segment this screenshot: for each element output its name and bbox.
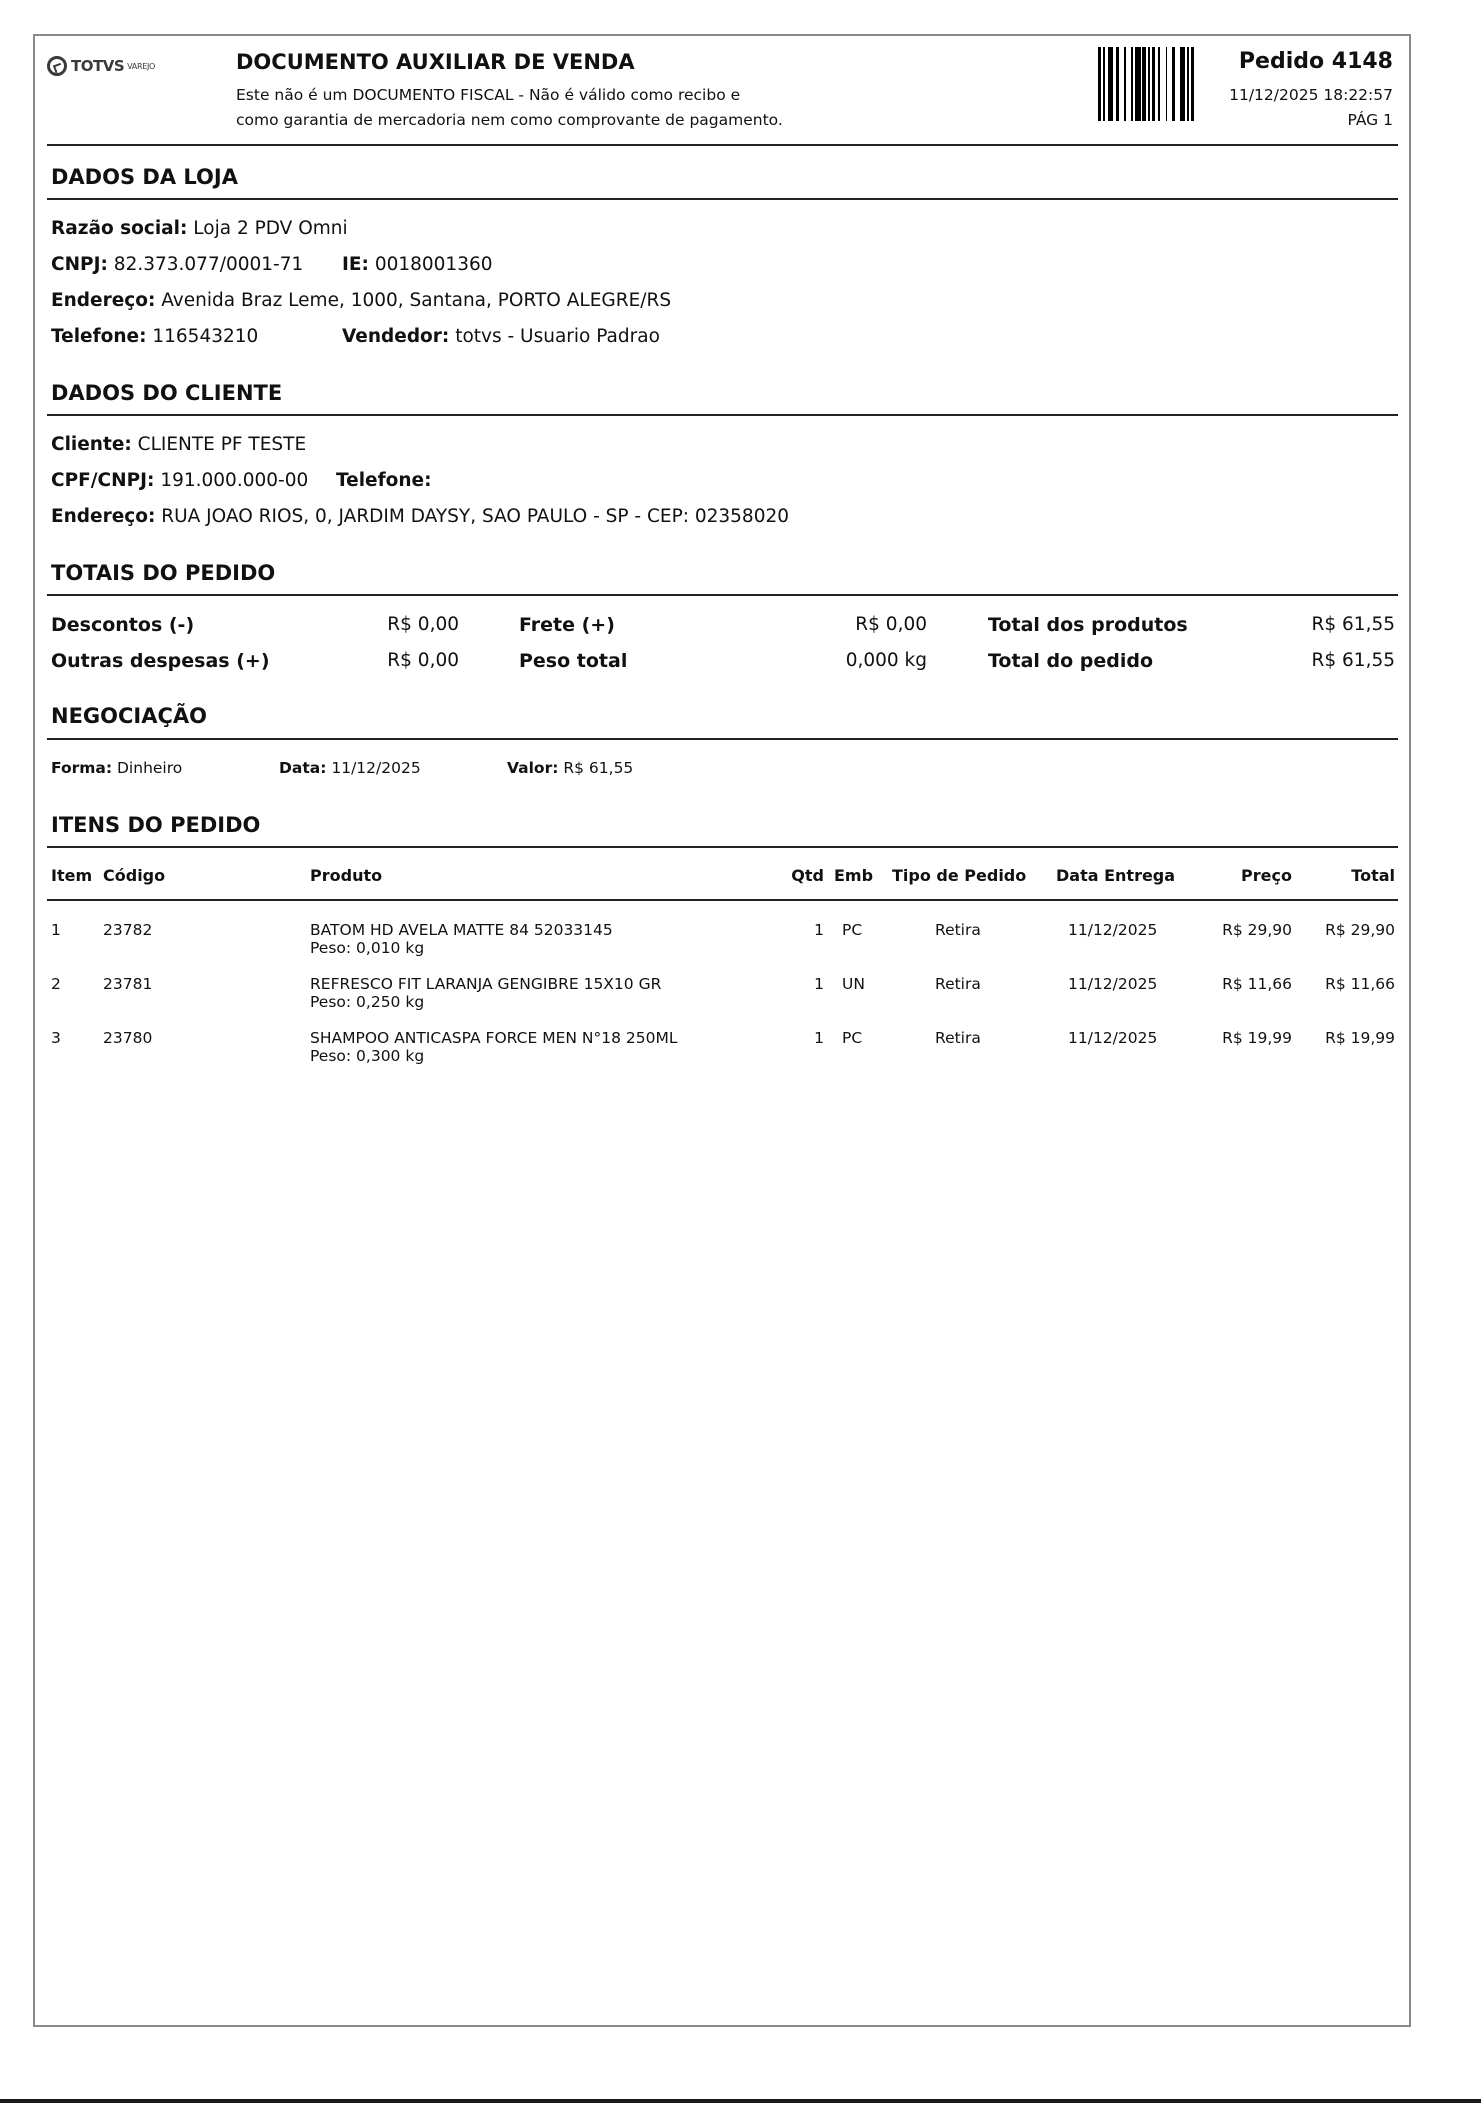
col-item: Item	[51, 866, 93, 885]
cnpj-label: CNPJ:	[51, 254, 108, 275]
store-phone-label: Telefone:	[51, 326, 147, 347]
cell-item: 2	[51, 975, 61, 993]
total-weight-value: 0,000 kg	[845, 650, 927, 671]
customer-phone-label: Telefone:	[336, 470, 432, 491]
store-phone-value: 116543210	[152, 326, 259, 347]
cell-delivery-date: 11/12/2025	[1068, 1029, 1158, 1047]
order-total-value: R$ 61,55	[1311, 650, 1395, 671]
other-expenses-value: R$ 0,00	[387, 650, 459, 671]
customer-document	[51, 470, 308, 491]
cell-weight: Peso: 0,250 kg	[310, 993, 425, 1011]
logo-text: TOTVS	[71, 57, 125, 75]
cell-order-type: Retira	[935, 921, 981, 939]
store-razao-social	[51, 218, 348, 239]
cell-code: 23782	[103, 921, 153, 939]
section-title-items: ITENS DO PEDIDO	[51, 813, 261, 837]
client-label: Cliente:	[51, 434, 132, 455]
col-product: Produto	[310, 866, 383, 885]
customer-address-value: RUA JOAO RIOS, 0, JARDIM DAYSY, SAO PAULO - SP - CEP: 02358020	[161, 506, 790, 527]
section-divider	[47, 414, 1398, 416]
cell-order-type: Retira	[935, 975, 981, 993]
header-divider	[47, 144, 1398, 146]
col-code: Código	[103, 866, 166, 885]
payment-date-value: 11/12/2025	[331, 759, 421, 777]
ie-label: IE:	[342, 254, 369, 275]
other-expenses-label: Outras despesas (+)	[51, 650, 270, 672]
payment-amount-value: R$ 61,55	[563, 759, 634, 777]
total-weight-label: Peso total	[519, 650, 628, 672]
order-datetime: 11/12/2025 18:22:57	[1229, 86, 1393, 104]
payment-amount-label: Valor:	[507, 759, 559, 777]
cell-unit: UN	[842, 975, 865, 993]
section-divider	[47, 738, 1398, 740]
section-title-customer: DADOS DO CLIENTE	[51, 381, 283, 405]
cell-delivery-date: 11/12/2025	[1068, 921, 1158, 939]
cell-order-type: Retira	[935, 1029, 981, 1047]
payment-amount	[507, 759, 633, 777]
totvs-logo-icon	[47, 56, 67, 76]
order-number: Pedido 4148	[1238, 49, 1393, 74]
cell-unit: PC	[842, 1029, 863, 1047]
col-price: Preço	[1241, 866, 1292, 885]
col-qty: Qtd	[791, 866, 824, 885]
payment-method	[51, 759, 182, 777]
section-title-totals: TOTAIS DO PEDIDO	[51, 561, 276, 585]
cell-item: 3	[51, 1029, 61, 1047]
razao-value: Loja 2 PDV Omni	[193, 218, 348, 239]
customer-name	[51, 434, 306, 455]
store-address-label: Endereço:	[51, 290, 156, 311]
seller-label: Vendedor:	[342, 326, 450, 347]
store-address	[51, 290, 671, 311]
seller-value: totvs - Usuario Padrao	[455, 326, 660, 347]
cell-code: 23780	[103, 1029, 153, 1047]
cell-total: R$ 11,66	[1325, 975, 1395, 993]
cell-delivery-date: 11/12/2025	[1068, 975, 1158, 993]
discounts-value: R$ 0,00	[387, 614, 459, 635]
cell-total: R$ 19,99	[1325, 1029, 1395, 1047]
payment-method-label: Forma:	[51, 759, 113, 777]
section-title-store: DADOS DA LOJA	[51, 165, 238, 189]
cell-qty: 1	[814, 975, 824, 993]
document-title: DOCUMENTO AUXILIAR DE VENDA	[236, 50, 635, 74]
cell-weight: Peso: 0,300 kg	[310, 1047, 425, 1065]
section-divider	[47, 594, 1398, 596]
disclaimer-line-2: como garantia de mercadoria nem como comprovante de pagamento.	[236, 111, 783, 129]
cnpj-value: 82.373.077/0001-71	[113, 254, 304, 275]
store-cnpj	[51, 254, 303, 275]
section-divider	[47, 846, 1398, 848]
barcode	[1098, 47, 1204, 121]
customer-address	[51, 506, 789, 527]
cell-weight: Peso: 0,010 kg	[310, 939, 425, 957]
totvs-logo	[47, 56, 155, 76]
cpf-cnpj-label: CPF/CNPJ:	[51, 470, 155, 491]
col-delivery-date: Data Entrega	[1056, 866, 1176, 885]
store-ie	[342, 254, 493, 275]
cpf-cnpj-value: 191.000.000-00	[160, 470, 309, 491]
section-title-negotiation: NEGOCIAÇÃO	[51, 704, 208, 728]
cell-qty: 1	[814, 921, 824, 939]
cell-price: R$ 11,66	[1222, 975, 1292, 993]
razao-label: Razão social:	[51, 218, 188, 239]
products-total-value: R$ 61,55	[1311, 614, 1395, 635]
payment-date	[279, 759, 421, 777]
ie-value: 0018001360	[374, 254, 493, 275]
customer-address-label: Endereço:	[51, 506, 156, 527]
page-number: PÁG 1	[1347, 111, 1393, 129]
cell-unit: PC	[842, 921, 863, 939]
cell-code: 23781	[103, 975, 153, 993]
cell-price: R$ 19,99	[1222, 1029, 1292, 1047]
col-order-type: Tipo de Pedido	[892, 866, 1027, 885]
section-divider	[47, 198, 1398, 200]
store-phone	[51, 326, 258, 347]
order-total-label: Total do pedido	[988, 650, 1154, 672]
cell-item: 1	[51, 921, 61, 939]
store-seller	[342, 326, 660, 347]
disclaimer-line-1: Este não é um DOCUMENTO FISCAL - Não é válido como recibo e	[236, 86, 741, 104]
cell-price: R$ 29,90	[1222, 921, 1292, 939]
store-address-value: Avenida Braz Leme, 1000, Santana, PORTO ALEGRE/RS	[161, 290, 672, 311]
logo-subtext: VAREJO	[127, 61, 156, 71]
table-header-divider	[47, 899, 1398, 901]
freight-label: Frete (+)	[519, 614, 615, 636]
client-value: CLIENTE PF TESTE	[137, 434, 307, 455]
products-total-label: Total dos produtos	[988, 614, 1188, 636]
bottom-edge	[0, 2099, 1481, 2103]
cell-product: BATOM HD AVELA MATTE 84 52033145	[310, 921, 613, 939]
cell-qty: 1	[814, 1029, 824, 1047]
col-unit: Emb	[834, 866, 874, 885]
cell-total: R$ 29,90	[1325, 921, 1395, 939]
cell-product: SHAMPOO ANTICASPA FORCE MEN N°18 250ML	[310, 1029, 678, 1047]
customer-phone	[336, 470, 431, 491]
discounts-label: Descontos (-)	[51, 614, 195, 636]
freight-value: R$ 0,00	[855, 614, 927, 635]
payment-date-label: Data:	[279, 759, 327, 777]
cell-product: REFRESCO FIT LARANJA GENGIBRE 15X10 GR	[310, 975, 662, 993]
payment-method-value: Dinheiro	[117, 759, 183, 777]
col-total: Total	[1351, 866, 1395, 885]
